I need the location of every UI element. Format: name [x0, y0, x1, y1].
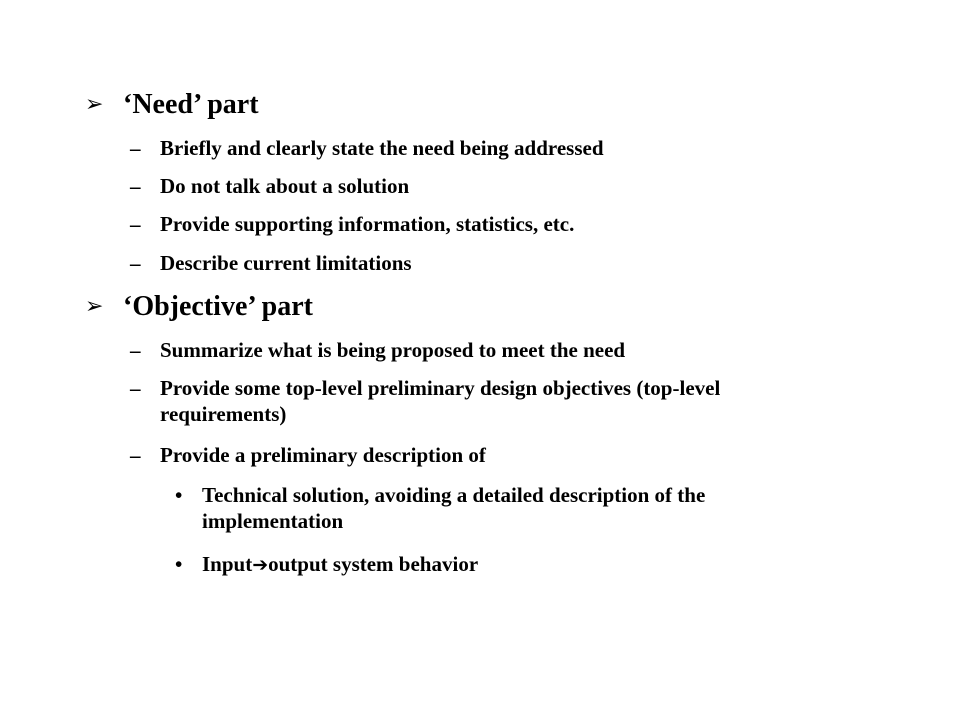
bullet-text: Briefly and clearly state the need being addressed — [160, 136, 604, 160]
heading-objective-text: ‘Objective’ part — [123, 291, 313, 322]
heading-need-text: ‘Need’ part — [123, 89, 259, 120]
dash-bullet: – — [130, 136, 141, 160]
dash-bullet: – — [130, 212, 141, 236]
dash-bullet: – — [130, 174, 141, 198]
dot-bullet: • — [175, 483, 183, 507]
dash-bullet: – — [130, 251, 141, 275]
bullet-text: Provide some top-level preliminary design objectives (top-level — [160, 376, 721, 400]
bullet-text: Describe current limitations — [160, 251, 412, 275]
arrow-bullet-icon: ➢ — [85, 92, 104, 117]
arrow-bullet-icon: ➢ — [85, 294, 104, 319]
bullet-text: Summarize what is being proposed to meet the need — [160, 338, 626, 362]
bullet-text: Provide a preliminary description of — [160, 443, 486, 467]
output-label: output system behavior — [268, 552, 479, 576]
input-label: Input — [202, 552, 253, 576]
dash-bullet: – — [130, 443, 141, 467]
bullet-text: requirements) — [160, 402, 287, 426]
sub-bullet-text-group — [202, 551, 478, 578]
dash-bullet: – — [130, 376, 141, 400]
bullet-text: Provide supporting information, statistics, etc. — [160, 212, 575, 236]
dot-bullet: • — [175, 552, 183, 576]
sub-bullet-text: implementation — [202, 509, 344, 533]
bullet-text: Do not talk about a solution — [160, 174, 410, 198]
right-arrow-icon: ➔ — [252, 554, 269, 576]
sub-bullet-text: Technical solution, avoiding a detailed description of the — [202, 483, 706, 507]
dash-bullet: – — [130, 338, 141, 362]
